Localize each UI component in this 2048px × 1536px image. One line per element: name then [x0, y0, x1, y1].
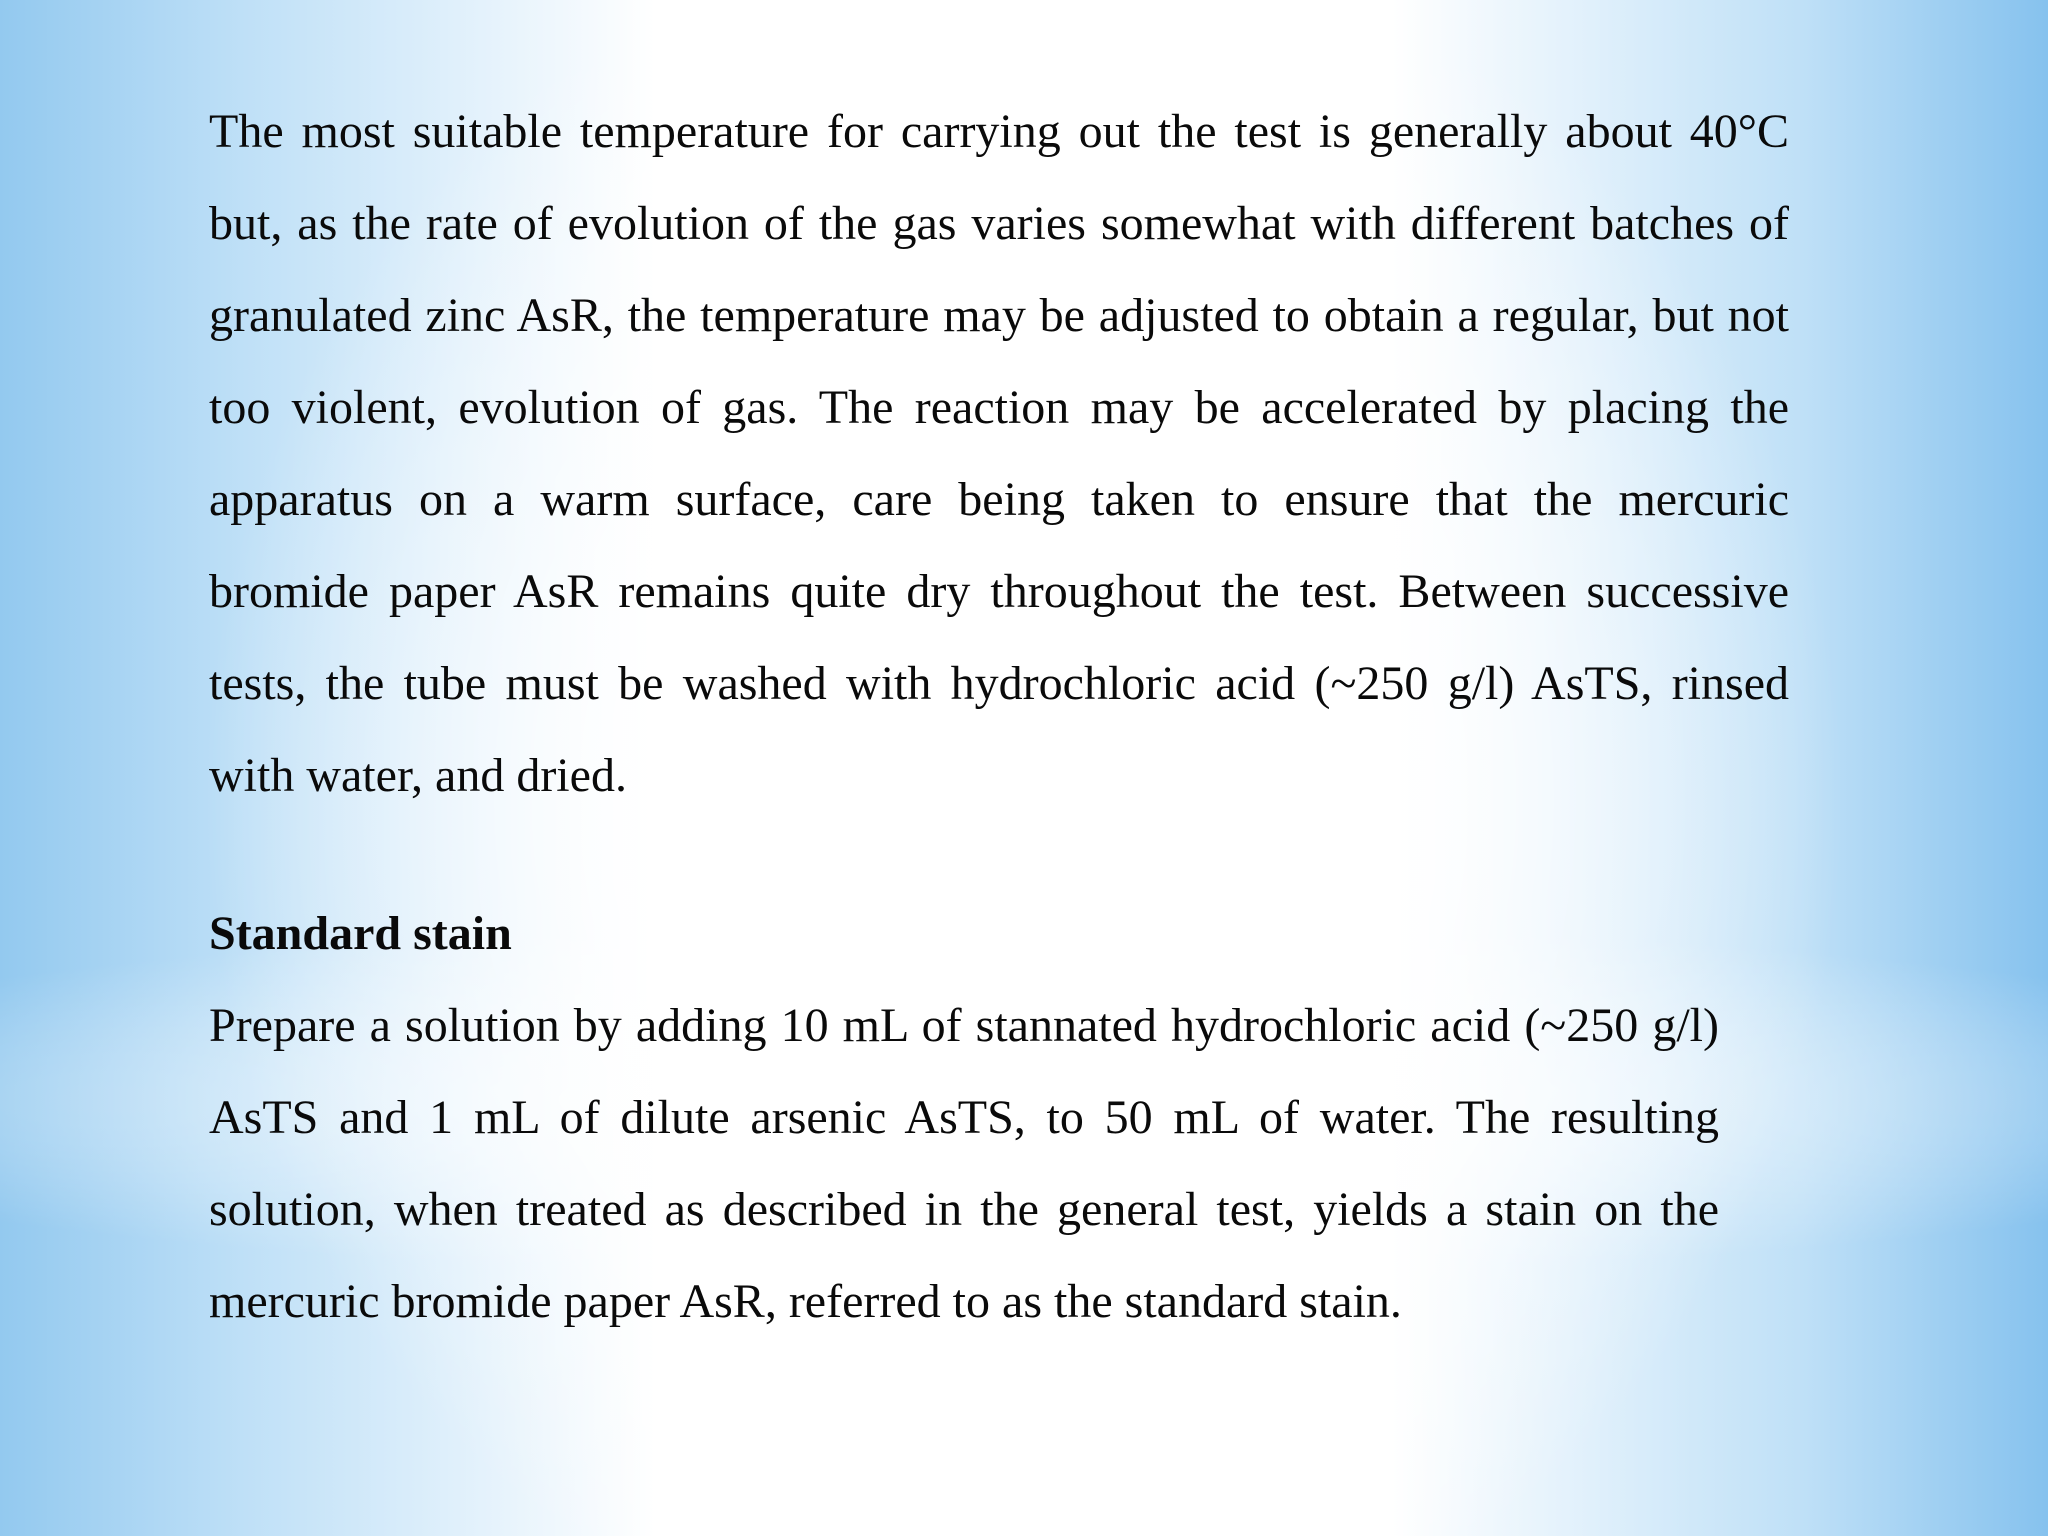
- temperature-paragraph: The most suitable temperature for carrying out the test is generally about 40°C but, as the rate of evolution of the gas varies somewhat with different batches of granulated zinc AsR, the temperature may be adjusted to obtain a regular, but not too violent, evolution of gas. The reaction may be accelerated by placing the apparatus on a warm surface, care being taken to ensure that the mercuric bromide paper AsR remains quite dry throughout the test. Between successive tests, the tube must be washed with hydrochloric acid (~250 g/l) AsTS, rinsed with water, and dried.: [209, 105, 1789, 802]
- standard-stain-heading: Standard stain: [209, 907, 512, 960]
- standard-stain-paragraph: Prepare a solution by adding 10 mL of stannated hydrochloric acid (~250 g/l) AsTS and 1 mL of dilute arsenic AsTS, to 50 mL of water. The resulting solution, when treated as described in the general test, yields a stain on the mercuric bromide paper AsR, referred to as the standard stain.: [209, 999, 1719, 1328]
